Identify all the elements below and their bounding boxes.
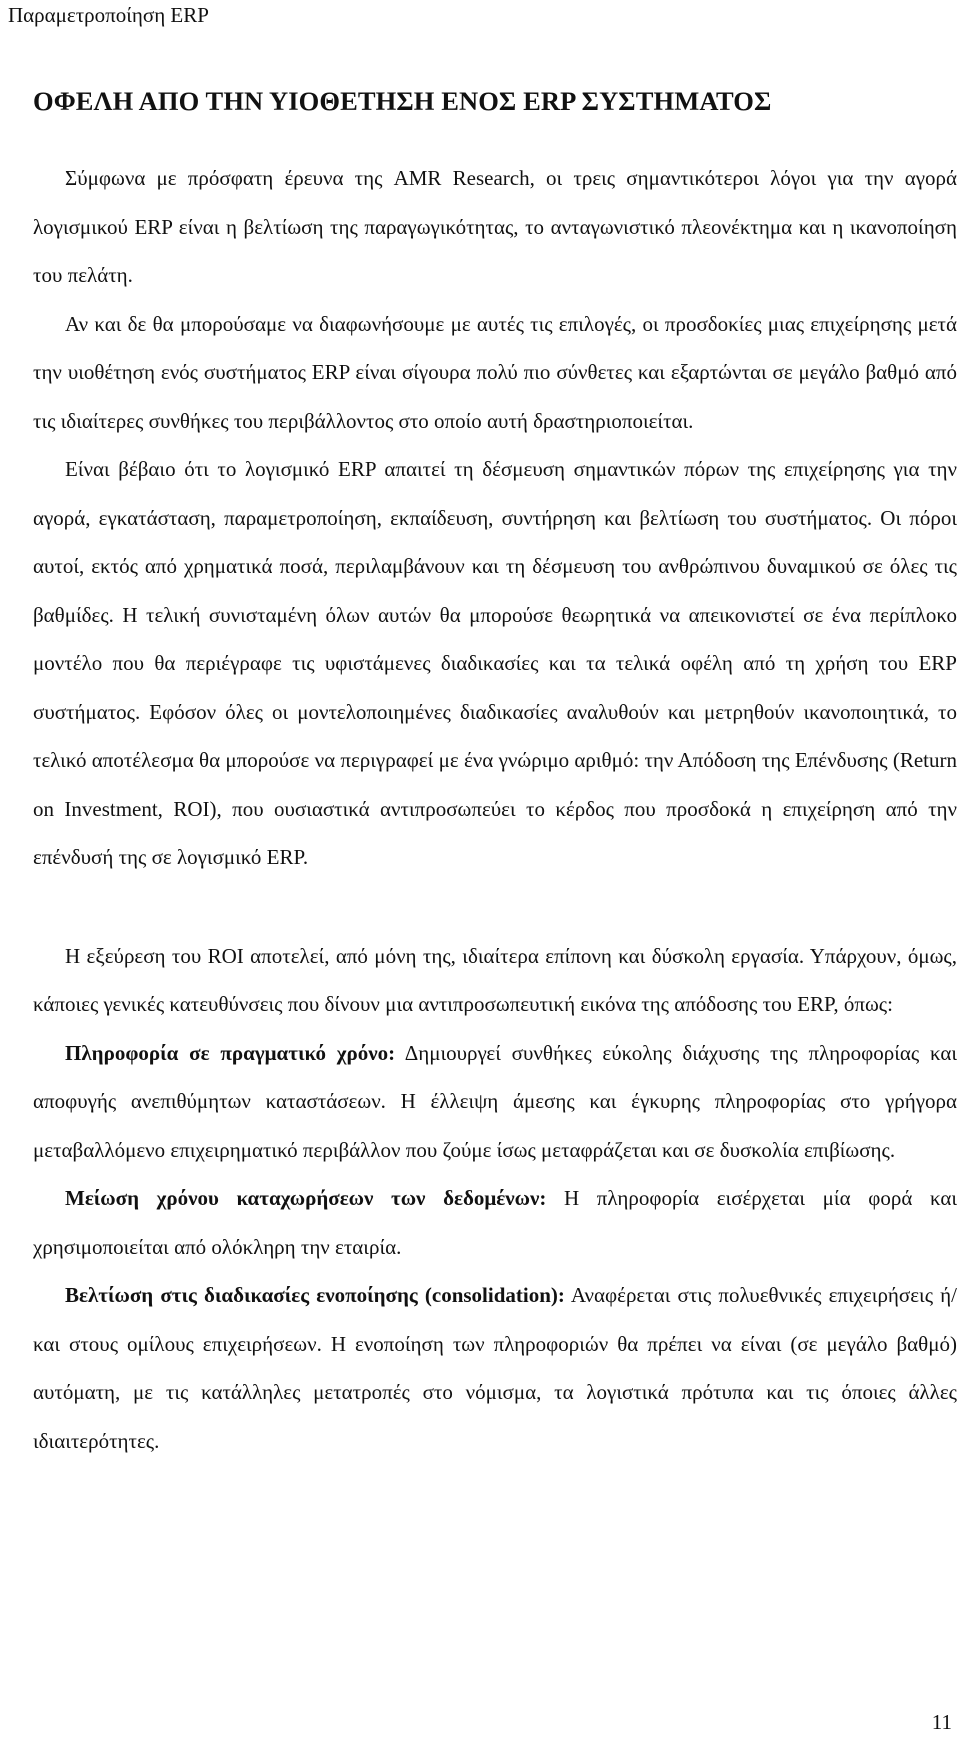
benefit-term: Βελτίωση στις διαδικασίες ενοποίησης (consolidation): [65, 1283, 565, 1307]
page-number: 11 [931, 1710, 952, 1734]
paragraph-expectations: Αν και δε θα μπορούσαμε να διαφωνήσουμε με αυτές τις επιλογές, οι προσδοκίες μιας επιχείρησης μετά την υιοθέτηση ενός συστήματος ERP είναι σίγουρα πολύ πιο σύνθετες και εξαρτώνται σε μεγάλο βαθμό από τις ιδιαίτερες συνθήκες του περιβάλλοντος στο οποίο αυτή δραστηριοποιείται. [33, 311, 957, 433]
paragraph-amr-research: Σύμφωνα με πρόσφατη έρευνα της AMR Research, οι τρεις σημαντικότεροι λόγοι για την αγορά λογισμικού ERP είναι η βελτίωση της παραγωγικότητας, το ανταγωνιστικό πλεονέκτημα και η ικανοποίηση του πελάτη. [33, 166, 957, 287]
benefit-term: Μείωση χρόνου καταχωρήσεων των δεδομένων: [65, 1186, 547, 1210]
benefit-real-time-info [33, 1029, 957, 1175]
paragraph-roi-guidelines: Η εξεύρεση του ROI αποτελεί, από μόνη της, ιδιαίτερα επίπονη και δύσκολη εργασία. Υπάρχουν, όμως, κάποιες γενικές κατευθύνσεις που δίνουν μια αντιπροσωπευτική εικόνα της απόδοσης του ERP, όπως: [33, 943, 957, 1016]
benefit-term: Πληροφορία σε πραγματικό χρόνο: [65, 1040, 396, 1065]
benefit-description: Αναφέρεται στις πολυεθνικές επιχειρήσεις ή/και στους ομίλους επιχειρήσεων. Η ενοποίηση των πληροφοριών θα πρέπει να είναι (σε μεγάλο βαθμό) αυτόματη, με τις κατάλληλες μετατροπές στο νόμισμα, τα λογιστικά πρότυπα και τις όποιες άλλες ιδιαιτερότητες. [33, 1283, 957, 1453]
benefit-data-entry-time [33, 1174, 957, 1271]
benefit-consolidation [33, 1271, 957, 1465]
paragraph-resources-roi: Είναι βέβαιο ότι το λογισμικό ERP απαιτεί τη δέσμευση σημαντικών πόρων της επιχείρησης για την αγορά, εγκατάσταση, παραμετροποίηση, εκπαίδευση, συντήρηση και βελτίωση του συστήματος. Οι πόροι αυτοί, εκτός από χρηματικά ποσά, περιλαμβάνουν και τη δέσμευση του ανθρώπινου δυναμικού σε όλες τις βαθμίδες. Η τελική συνισταμένη όλων αυτών θα μπορούσε θεωρητικά να απεικονιστεί σε ένα περίπλοκο μοντέλο που θα περιέγραφε τις υφιστάμενες διαδικασίες και τα τελικά οφέλη από τη χρήση του ERP συστήματος. Εφόσον όλες οι μοντελοποιημένες διαδικασίες αναλυθούν και μετρηθούν ικανοποιητικά, το τελικό αποτέλεσμα θα μπορούσε να περιγραφεί με ένα γνώριμο αριθμό: την Απόδοση της Επένδυσης (Return on Investment, ROI), που ουσιαστικά αντιπροσωπεύει το κέρδος που προσδοκά η επιχείρηση από την επένδυσή της σε λογισμικό ERP. [33, 457, 957, 869]
benefit-description: Δημιουργεί συνθήκες εύκολης διάχυσης της πληροφορίας και αποφυγής ανεπιθύμητων καταστάσεων. Η έλλειψη άμεσης και έγκυρης πληροφορίας στο γρήγορα μεταβαλλόμενο επιχειρηματικό περιβάλλον που ζούμε ίσως μεταφράζεται και σε δυσκολία επιβίωσης. [33, 1040, 957, 1162]
running-header: Παραμετροποίηση ERP [8, 3, 209, 27]
body-text [33, 154, 957, 1465]
benefit-description: Η πληροφορία εισέρχεται μία φορά και χρησιμοποιείται από ολόκληρη την εταιρία. [33, 1186, 957, 1259]
section-title: ΟΦΕΛΗ ΑΠΟ ΤΗΝ ΥΙΟΘΕΤΗΣΗ ΕΝΟΣ ERP ΣΥΣΤΗΜΑΤΟΣ [33, 86, 772, 116]
